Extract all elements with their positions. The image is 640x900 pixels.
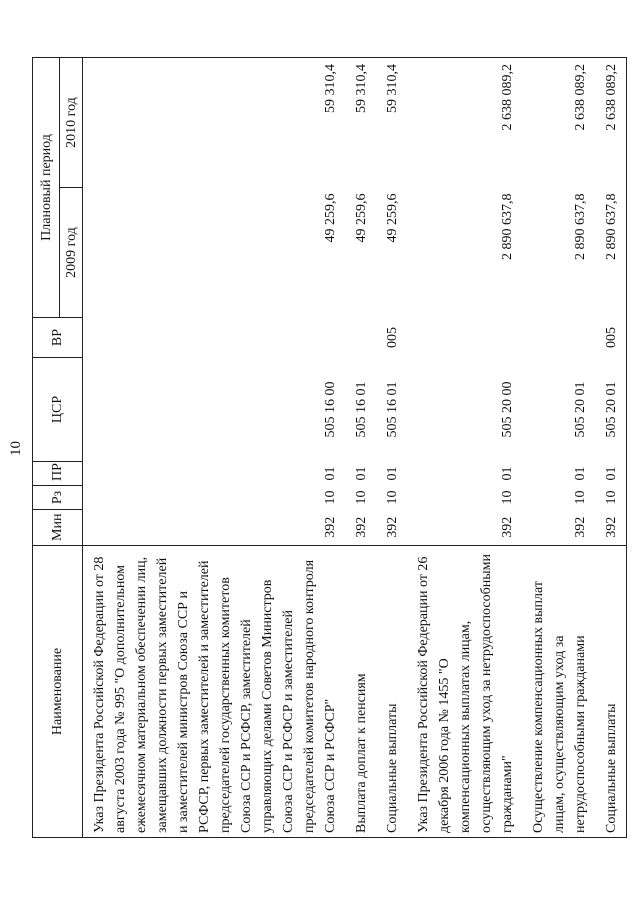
- cell-pr: 01: [385, 466, 400, 481]
- cell-rz: 10: [354, 490, 369, 505]
- table-row: [522, 57, 595, 837]
- cell-vr: 005: [595, 318, 627, 358]
- cell-min: 392: [385, 516, 400, 538]
- cell-name: Социальные выплаты: [376, 546, 407, 838]
- cell-vr: [407, 318, 522, 358]
- table-row: [595, 57, 627, 837]
- cell-2009: 2 890 637,8: [500, 193, 515, 260]
- cell-min: 392: [595, 510, 627, 546]
- cell-min: 392: [500, 516, 515, 538]
- cell-vr: [522, 318, 595, 358]
- cell-2009: 49 259,6: [385, 193, 400, 243]
- cell-rz: 10: [385, 490, 400, 505]
- cell-pr: 01: [354, 466, 369, 481]
- cell-2010: 59 310,4: [376, 57, 407, 187]
- header-csr: ЦСР: [33, 358, 83, 462]
- cell-name: Осуществление компенсационных выплат лицам, осуществляющим уход за нетрудоспособными гражданами: [522, 546, 595, 838]
- cell-csr: 505 20 01: [595, 358, 627, 462]
- cell-2009: 49 259,6: [354, 193, 369, 243]
- header-plan-period: Плановый период: [33, 57, 60, 317]
- cell-csr: 505 16 01: [354, 381, 369, 438]
- cell-vr: [345, 318, 376, 358]
- table-row: [345, 57, 376, 837]
- budget-table: [32, 57, 627, 838]
- cell-2010: 59 310,4: [345, 57, 376, 187]
- table-row: [407, 57, 522, 837]
- cell-2009: 2 890 637,8: [595, 188, 627, 318]
- cell-vr: 005: [385, 327, 400, 348]
- table-header: [33, 57, 83, 837]
- cell-rz: 10: [500, 490, 515, 505]
- cell-csr: 505 16 01: [385, 381, 400, 438]
- cell-csr: 505 16 00: [323, 381, 338, 438]
- page-number: 10: [8, 441, 24, 456]
- cell-2010: 2 638 089,2: [407, 57, 522, 187]
- table-body: [83, 57, 627, 837]
- cell-2010: 59 310,4: [83, 57, 346, 187]
- cell-rz: 10: [573, 490, 588, 505]
- cell-csr: 505 20 00: [500, 381, 515, 438]
- cell-pr: 01: [595, 462, 627, 486]
- header-min: Мин: [33, 510, 83, 546]
- cell-name: Указ Президента Российской Федерации от 26 декабря 2006 года № 1455 "О компенсационных выплатах лицам, осуществляющим уход за нетрудоспособными гражданами": [407, 546, 522, 838]
- cell-name: Социальные выплаты: [595, 546, 627, 838]
- header-year-2010: 2010 год: [60, 57, 83, 187]
- cell-pr: 01: [500, 466, 515, 481]
- table-row: [376, 57, 407, 837]
- cell-2009: 49 259,6: [323, 193, 338, 243]
- cell-rz: 10: [595, 486, 627, 510]
- cell-pr: 01: [323, 466, 338, 481]
- cell-name: Указ Президента Российской Федерации от 28 августа 2003 года № 995 "О дополнительном ежемесячном материальном обеспечении лиц, замещавших должности первых заместителей и заместителей министров Союза ССР и РСФСР, первых заместителей и заместителей председателей государственных комитетов Союза ССР и РСФСР, заместителей управляющих делами Советов Министров Союза ССР и РСФСР и заместителей председателей комитетов народного контроля Союза ССР и РСФСР": [83, 546, 346, 838]
- table-row: [83, 57, 346, 837]
- cell-name: Выплата доплат к пенсиям: [345, 546, 376, 838]
- cell-min: 392: [354, 516, 369, 538]
- header-rz: Рз: [33, 486, 83, 510]
- header-year-2009: 2009 год: [60, 188, 83, 318]
- header-pr: ПР: [33, 462, 83, 486]
- cell-rz: 10: [323, 490, 338, 505]
- cell-min: 392: [323, 516, 338, 538]
- cell-min: 392: [573, 516, 588, 538]
- header-name: Наименование: [33, 546, 83, 838]
- cell-csr: 505 20 01: [573, 381, 588, 438]
- header-vr: ВР: [33, 318, 83, 358]
- cell-vr: [83, 318, 346, 358]
- cell-2010: 2 638 089,2: [522, 57, 595, 187]
- cell-2010: 2 638 089,2: [595, 57, 627, 187]
- cell-pr: 01: [573, 466, 588, 481]
- cell-2009: 2 890 637,8: [573, 193, 588, 260]
